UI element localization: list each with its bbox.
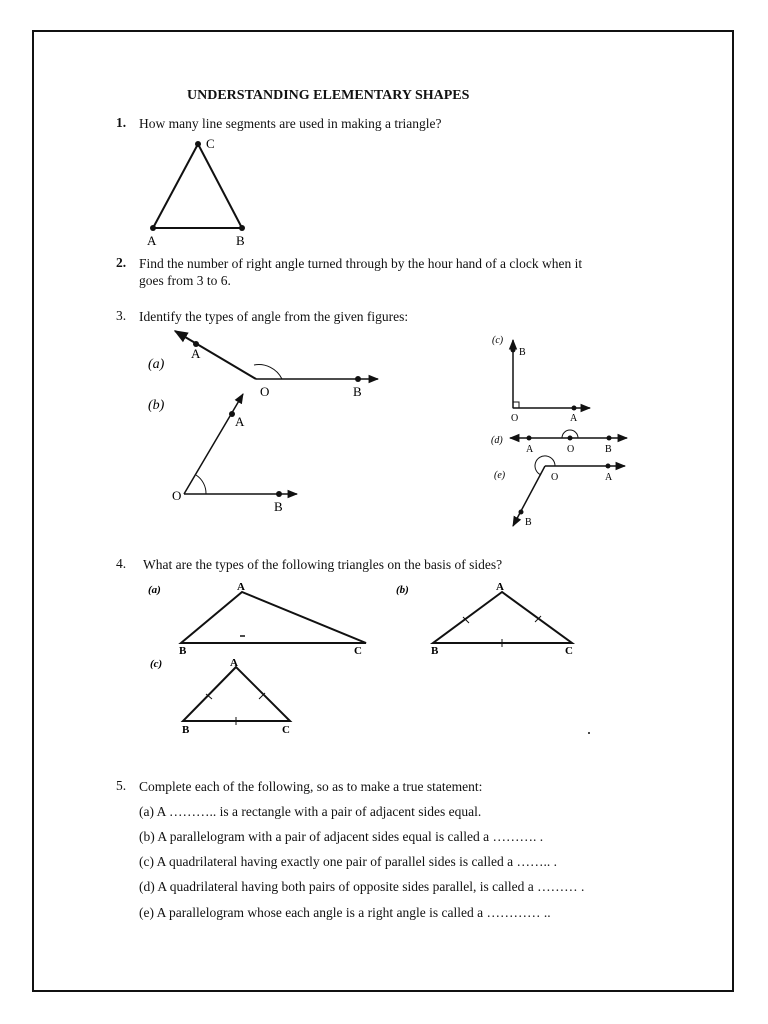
q2-text-line2: goes from 3 to 6. bbox=[139, 273, 231, 288]
q3-text: Identify the types of angle from the given figures: bbox=[139, 309, 409, 324]
q1-label-a: A bbox=[147, 233, 157, 248]
q2-number: 2. bbox=[116, 255, 127, 270]
q4-figure-b bbox=[396, 581, 573, 657]
q3-b-label-a: A bbox=[235, 414, 245, 429]
q3-a-tag: (a) bbox=[148, 357, 165, 372]
q1-text: How many line segments are used in making a triangle? bbox=[139, 116, 442, 131]
q3-b-label-b: B bbox=[274, 499, 283, 514]
q5-item-c: (c) A quadrilateral having exactly one pair of parallel sides is called a …….. . bbox=[139, 854, 557, 869]
q3-c-label-o: O bbox=[511, 413, 519, 424]
q4-a-label-a: A bbox=[237, 581, 245, 593]
q3-c-label-b: B bbox=[519, 347, 526, 358]
q3-d-label-b: B bbox=[605, 444, 612, 455]
q2-text-line1: Find the number of right angle turned through by the hour hand of a clock when it bbox=[139, 256, 583, 271]
q4-a-label-b: B bbox=[179, 645, 187, 657]
q5-text: Complete each of the following, so as to make a true statement: bbox=[139, 779, 483, 794]
q4-figure-a bbox=[148, 581, 366, 657]
q4-b-label-a: A bbox=[496, 581, 504, 593]
q4-c-label-c: C bbox=[282, 724, 290, 736]
q3-e-label-b: B bbox=[525, 517, 532, 528]
q3-b-label-o: O bbox=[172, 488, 182, 503]
q4-number: 4. bbox=[116, 556, 127, 571]
q1-number: 1. bbox=[116, 115, 127, 130]
q3-number: 3. bbox=[116, 308, 127, 323]
q5-item-d: (d) A quadrilateral having both pairs of opposite sides parallel, is called a ……… . bbox=[139, 879, 585, 894]
q3-b-tag: (b) bbox=[148, 398, 165, 413]
q4-b-label-b: B bbox=[431, 645, 439, 657]
q4-text: What are the types of the following triangles on the basis of sides? bbox=[143, 557, 503, 572]
q4-c-label-a: A bbox=[230, 657, 238, 669]
q4-c-tag: (c) bbox=[150, 658, 163, 670]
worksheet-title: UNDERSTANDING ELEMENTARY SHAPES bbox=[187, 88, 470, 103]
q3-d-tag: (d) bbox=[491, 435, 503, 446]
q3-e-tag: (e) bbox=[494, 470, 506, 481]
q4-b-tag: (b) bbox=[396, 584, 409, 596]
q3-d-label-a: A bbox=[526, 444, 534, 455]
q4-c-label-b: B bbox=[182, 724, 190, 736]
q3-a-label-b: B bbox=[353, 384, 362, 399]
q4-a-label-c: C bbox=[354, 645, 362, 657]
q5-number: 5. bbox=[116, 778, 127, 793]
q3-e-label-a: A bbox=[605, 472, 613, 483]
q5-item-e: (e) A parallelogram whose each angle is a right angle is called a ………… .. bbox=[139, 905, 551, 920]
q3-a-label-a: A bbox=[191, 346, 201, 361]
q1-label-c: C bbox=[206, 136, 215, 151]
q4-a-tag: (a) bbox=[148, 584, 161, 596]
q3-d-label-o: O bbox=[567, 444, 575, 455]
q3-a-label-o: O bbox=[260, 384, 270, 399]
q3-e-label-o: O bbox=[551, 472, 559, 483]
q4-b-label-c: C bbox=[565, 645, 573, 657]
q1-label-b: B bbox=[236, 233, 245, 248]
q5-item-a: (a) A ……….. is a rectangle with a pair of adjacent sides equal. bbox=[139, 804, 482, 819]
q3-c-tag: (c) bbox=[492, 335, 504, 346]
q3-c-label-a: A bbox=[570, 413, 578, 424]
q4-figure-c bbox=[150, 657, 290, 736]
q5-item-b: (b) A parallelogram with a pair of adjacent sides equal is called a ………. . bbox=[139, 829, 544, 844]
